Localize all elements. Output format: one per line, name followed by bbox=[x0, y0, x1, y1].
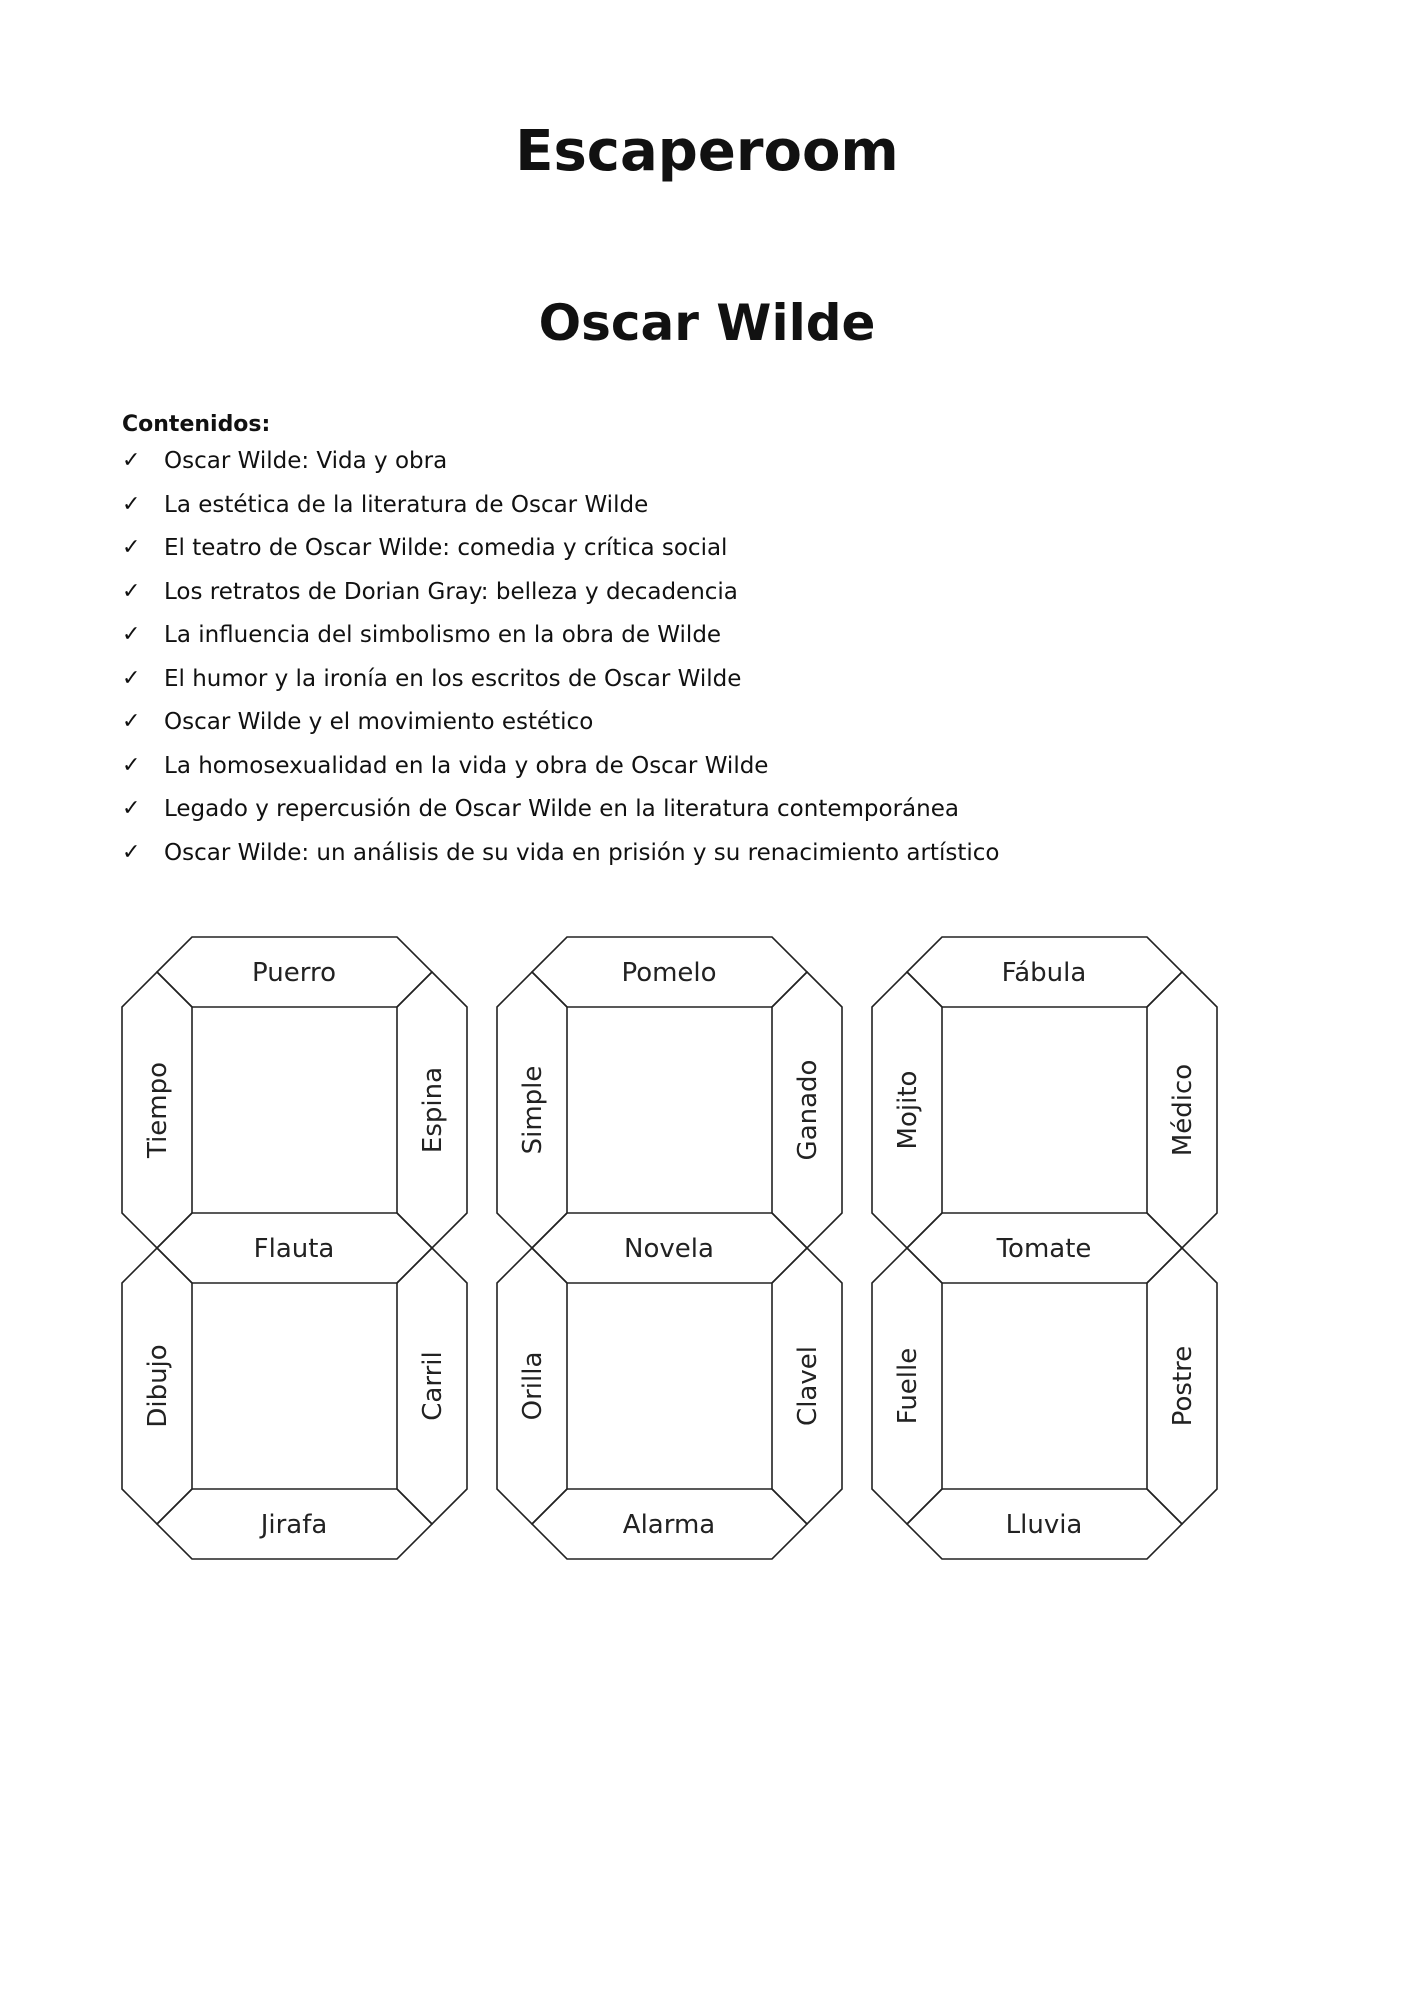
check-icon: ✓ bbox=[122, 622, 141, 647]
segment-lower-left-label: Fuelle bbox=[893, 1347, 923, 1425]
segment-top-label: Pomelo bbox=[621, 958, 717, 988]
segment-bottom-label: Lluvia bbox=[1005, 1510, 1083, 1540]
check-icon: ✓ bbox=[122, 578, 141, 604]
check-icon: ✓ bbox=[122, 796, 141, 821]
segment-middle-label: Novela bbox=[624, 1234, 714, 1264]
segment-lower-right-label: Clavel bbox=[793, 1346, 823, 1426]
page-title: Escaperoom bbox=[515, 119, 899, 184]
segment-lower-left-label: Dibujo bbox=[143, 1344, 173, 1428]
list-item-text: Oscar Wilde: un análisis de su vida en prisión y su renacimiento artístico bbox=[164, 839, 1000, 866]
puzzle-1 bbox=[122, 937, 467, 1559]
segment-lower-right-label: Postre bbox=[1168, 1345, 1198, 1427]
segment-lower-left-label: Orilla bbox=[518, 1351, 548, 1421]
list-item-text: La homosexualidad en la vida y obra de Oscar Wilde bbox=[164, 752, 769, 779]
list-item-text: El teatro de Oscar Wilde: comedia y crítica social bbox=[164, 535, 728, 561]
page-subtitle: Oscar Wilde bbox=[538, 294, 876, 352]
segment-top-label: Puerro bbox=[252, 958, 336, 988]
list-item-text: Oscar Wilde y el movimiento estético bbox=[164, 709, 594, 735]
segment-upper-right-label: Espina bbox=[418, 1066, 448, 1154]
list-item-text: La influencia del simbolismo en la obra de Wilde bbox=[164, 622, 722, 648]
segment-middle-label: Tomate bbox=[996, 1234, 1092, 1264]
segment-upper-right-label: Ganado bbox=[793, 1059, 823, 1161]
check-icon: ✓ bbox=[122, 752, 141, 778]
check-icon: ✓ bbox=[122, 491, 141, 517]
segment-upper-right-label: Médico bbox=[1168, 1063, 1198, 1157]
list-item-text: Oscar Wilde: Vida y obra bbox=[164, 448, 448, 474]
segment-bottom-label: Alarma bbox=[622, 1510, 716, 1540]
segment-bottom-label: Jirafa bbox=[260, 1510, 328, 1540]
segment-lower-right-label: Carril bbox=[418, 1351, 448, 1421]
contents-heading: Contenidos: bbox=[122, 412, 271, 437]
check-icon: ✓ bbox=[122, 839, 141, 865]
puzzle-3 bbox=[872, 937, 1217, 1559]
list-item-text: Los retratos de Dorian Gray: belleza y decadencia bbox=[164, 578, 738, 605]
check-icon: ✓ bbox=[122, 665, 141, 691]
segment-top-label: Fábula bbox=[1001, 958, 1087, 988]
check-icon: ✓ bbox=[122, 709, 141, 734]
check-icon: ✓ bbox=[122, 448, 141, 473]
list-item-text: La estética de la literatura de Oscar Wilde bbox=[164, 491, 649, 518]
list-item-text: Legado y repercusión de Oscar Wilde en la literatura contemporánea bbox=[164, 796, 959, 822]
segment-upper-left-label: Mojito bbox=[893, 1070, 923, 1150]
list-item-text: El humor y la ironía en los escritos de Oscar Wilde bbox=[164, 665, 742, 692]
segment-upper-left-label: Tiempo bbox=[143, 1061, 173, 1159]
segment-middle-label: Flauta bbox=[253, 1234, 335, 1264]
puzzle-2 bbox=[497, 937, 842, 1559]
check-icon: ✓ bbox=[122, 535, 141, 560]
segment-upper-left-label: Simple bbox=[518, 1065, 548, 1155]
